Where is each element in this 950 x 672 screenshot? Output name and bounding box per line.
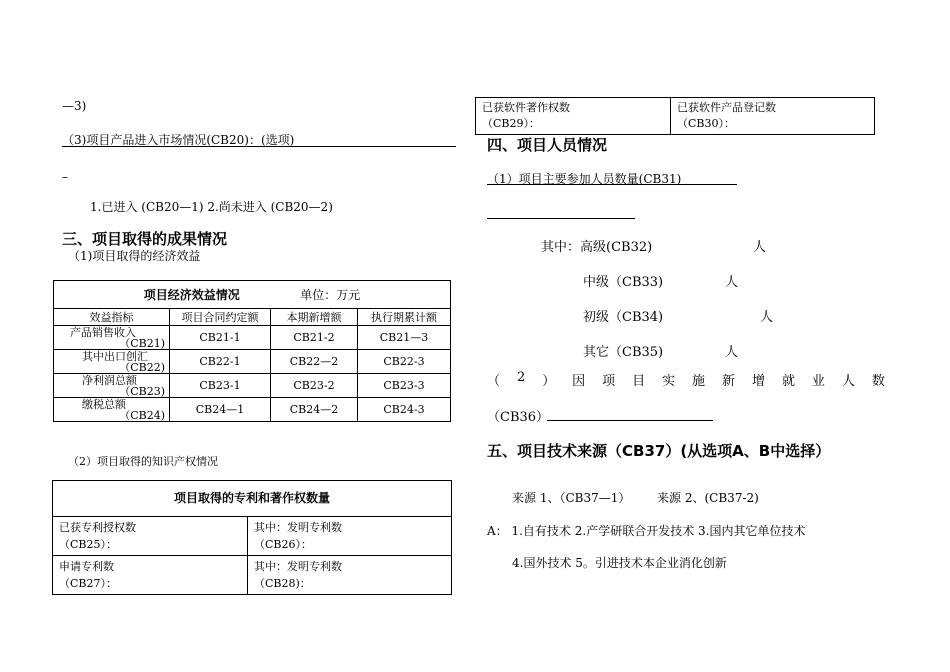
section-4-heading: 四、项目人员情况 <box>487 136 608 154</box>
table-cell: CB22—2 <box>271 350 358 374</box>
table-cell: CB22-3 <box>358 350 451 374</box>
table-row <box>53 556 452 595</box>
row-label: 净利润总额 （CB23) <box>54 374 170 398</box>
staff-label: 高级(CB32) <box>580 240 653 255</box>
header-contract-amount: 项目合同约定额 <box>170 309 271 326</box>
table-cell: CB21-1 <box>170 326 271 350</box>
economic-table-unit: 单位：万元 <box>300 288 361 302</box>
table-cell: CB24—1 <box>170 398 271 422</box>
table-cell: 其中：发明专利数 （CB26）： <box>248 517 452 556</box>
table-cell: CB24—2 <box>271 398 358 422</box>
table-cell: CB21-2 <box>271 326 358 350</box>
staff-unit: 人 <box>725 275 739 290</box>
ip-table-title: 项目取得的专利和著作权数量 <box>53 481 452 517</box>
staff-question: （1）项目主要参加人员数量(CB31) <box>487 172 682 186</box>
ip-subheading: （2）项目取得的知识产权情况 <box>68 455 218 468</box>
table-row <box>54 326 451 350</box>
header-indicator: 效益指标 <box>54 309 170 326</box>
table-row <box>476 98 875 135</box>
new-jobs-blank <box>547 420 713 421</box>
economic-benefit-table <box>53 280 451 422</box>
staff-intermediate: 中级（CB33) <box>583 275 664 290</box>
market-options: 1.已进入 (CB20—1) 2.尚未进入 (CB20—2) <box>90 200 333 214</box>
economic-subheading: （1)项目取得的经济效益 <box>68 249 201 263</box>
market-question-underline <box>62 146 456 147</box>
table-row <box>53 517 452 556</box>
table-cell: CB22-1 <box>170 350 271 374</box>
option-a-line2: 4.国外技术 5。引进技术本企业消化创新 <box>512 556 727 570</box>
table-row <box>54 398 451 422</box>
staff-senior <box>541 236 652 255</box>
staff-junior: 初级（CB34) <box>583 310 664 325</box>
economic-header-row <box>54 309 451 326</box>
staff-other: 其它（CB35) <box>583 345 664 360</box>
new-jobs-code: （CB36） <box>487 410 550 425</box>
header-cumulative: 执行期累计额 <box>358 309 451 326</box>
row-label: 其中出口创汇 （CB22) <box>54 350 170 374</box>
table-row <box>54 374 451 398</box>
staff-unit: 人 <box>760 310 774 325</box>
option-a-line1: A： 1.自有技术 2.产学研联合开发技术 3.国内其它单位技术 <box>487 524 806 538</box>
table-cell: 申请专利数 （CB27）： <box>53 556 248 595</box>
item-tail: —3) <box>62 99 87 113</box>
staff-question-underline <box>487 184 737 185</box>
table-cell: 已获软件产品登记数 （CB30）： <box>671 98 875 135</box>
staff-total-blank <box>487 218 635 219</box>
table-cell: CB23-1 <box>170 374 271 398</box>
table-cell: CB23-2 <box>271 374 358 398</box>
tech-sources: 来源 1、（CB37—1） 来源 2、(CB37-2) <box>512 491 759 505</box>
table-row <box>54 350 451 374</box>
table-cell: 已获专利授权数 （CB25）： <box>53 517 248 556</box>
dash-mark: – <box>62 170 68 184</box>
ip-table <box>52 480 452 595</box>
row-label: 产品销售收入 （CB21) <box>54 326 170 350</box>
economic-table-title: 项目经济效益情况 <box>143 288 240 302</box>
staff-unit: 人 <box>753 240 767 255</box>
table-cell: 已获软件著作权数 （CB29）： <box>476 98 671 135</box>
section-3-heading: 三、项目取得的成果情况 <box>62 230 228 248</box>
new-jobs-question: （ 2 ） 因 项 目 实 施 新 增 就 业 人 数 <box>487 370 885 389</box>
staff-unit: 人 <box>725 345 739 360</box>
staff-prefix: 其中： <box>541 240 581 255</box>
table-cell: 其中：发明专利数 （CB28)： <box>248 556 452 595</box>
software-table <box>475 97 875 135</box>
row-label: 缴税总额 （CB24) <box>54 398 170 422</box>
header-period-new: 本期新增额 <box>271 309 358 326</box>
table-cell: CB24-3 <box>358 398 451 422</box>
table-cell: CB21—3 <box>358 326 451 350</box>
economic-table-title-cell <box>54 281 451 309</box>
table-cell: CB23-3 <box>358 374 451 398</box>
market-question: （3)项目产品进入市场情况(CB20)：(选项) <box>62 133 295 147</box>
section-5-heading: 五、项目技术来源（CB37）(从选项A、B中选择） <box>487 442 831 460</box>
